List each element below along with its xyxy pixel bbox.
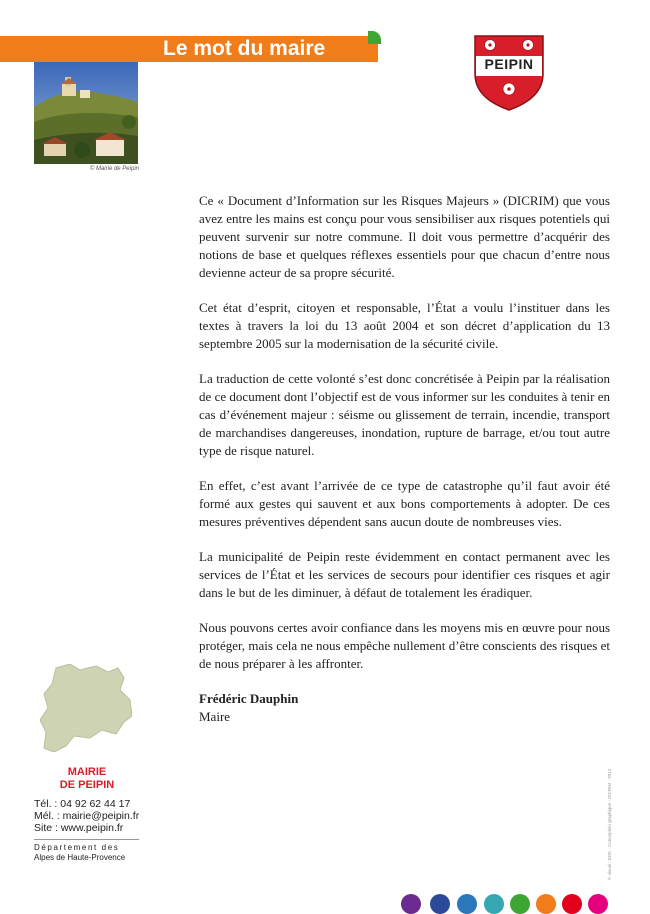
mairie-name <box>34 766 140 792</box>
village-photo <box>34 62 138 164</box>
department-line1: Département des <box>34 843 120 852</box>
mairie-name-line2: DE PEIPIN <box>59 779 115 791</box>
color-dot <box>457 894 477 914</box>
photo-credit: © Mairie de Peipin <box>89 166 139 172</box>
color-dot <box>562 894 582 914</box>
sidebar-divider <box>34 839 139 840</box>
letter-paragraph-2: Cet état d’esprit, citoyen et responsable, l’État a voulu l’instituer dans les textes à travers la loi du 13 août 2004 et son décret d’application du 13 septembre 2005 sur la modernisation de la sécurité civile. <box>199 300 610 351</box>
contact-site[interactable]: Site : www.peipin.fr <box>34 822 124 834</box>
contact-mel[interactable]: Mél. : mairie@peipin.fr <box>34 810 140 822</box>
contact-tel: Tél. : 04 92 62 44 17 <box>34 798 131 810</box>
department-line2: Alpes de Haute-Provence <box>34 853 126 862</box>
color-dot <box>401 894 421 914</box>
signature-role: Maire <box>199 709 231 724</box>
department-block <box>34 843 140 863</box>
contact-block <box>34 798 139 834</box>
mairie-name-line1: MAIRIE <box>67 766 107 778</box>
letter-paragraph-6: Nous pouvons certes avoir confiance dans les moyens mis en œuvre pour nous protéger, mais cela ne nous empêche nullement d’être conscients des risques et de nous préparer à les affronter. <box>199 620 610 671</box>
letter-paragraph-5: La municipalité de Peipin reste évidemment en contact permanent avec les services de l’État et les services de secours pour identifier ces risques et agir dans le but de les diminuer, à défaut de totalement les éradiquer. <box>199 549 610 600</box>
color-dot <box>536 894 556 914</box>
vertical-credit: © visuel : EDK · Conception graphique · DICRIM · 2012 <box>607 768 612 880</box>
signature-name: Frédéric Dauphin <box>199 691 299 706</box>
letter-paragraph-4: En effet, c’est avant l’arrivée de ce type de catastrophe qu’il faut avoir été formé aux gestes qui sauvent et aux bons comportements à adopter. De ces mesures préventives dépendent sans aucun doute de nombreuses vies. <box>199 478 610 529</box>
page-title: Le mot du maire <box>163 37 326 60</box>
color-dot <box>588 894 608 914</box>
color-dot <box>430 894 450 914</box>
banner-corner-accent <box>368 31 381 44</box>
mayor-letter <box>199 192 610 726</box>
letter-paragraph-3: La traduction de cette volonté s’est donc concrétisée à Peipin par la réalisation de ce document dont l’objectif est de vous informer sur les conduites à tenir en cas d’événement majeur : séisme ou glissement de terrain, incendie, transport de marchandises dangereuses, inondation, rupture de barrage, et/ou tout autre type de risque naturel. <box>199 371 610 458</box>
color-dot <box>510 894 530 914</box>
commune-map-icon <box>36 660 136 758</box>
color-dot <box>484 894 504 914</box>
letter-paragraph-1: Ce « Document d’Information sur les Risques Majeurs » (DICRIM) que vous avez entre les mains est conçu pour vous sensibiliser aux risques potentiels qui peuvent survenir sur notre commune. Il doit vous permettre d’acquérir des notions de base et quelques réflexes essentiels pour que chacun d’entre nous devienne acteur de sa propre sécurité. <box>199 193 610 280</box>
peipin-crest-logo <box>473 34 545 112</box>
crest-name: PEIPIN <box>484 56 534 72</box>
